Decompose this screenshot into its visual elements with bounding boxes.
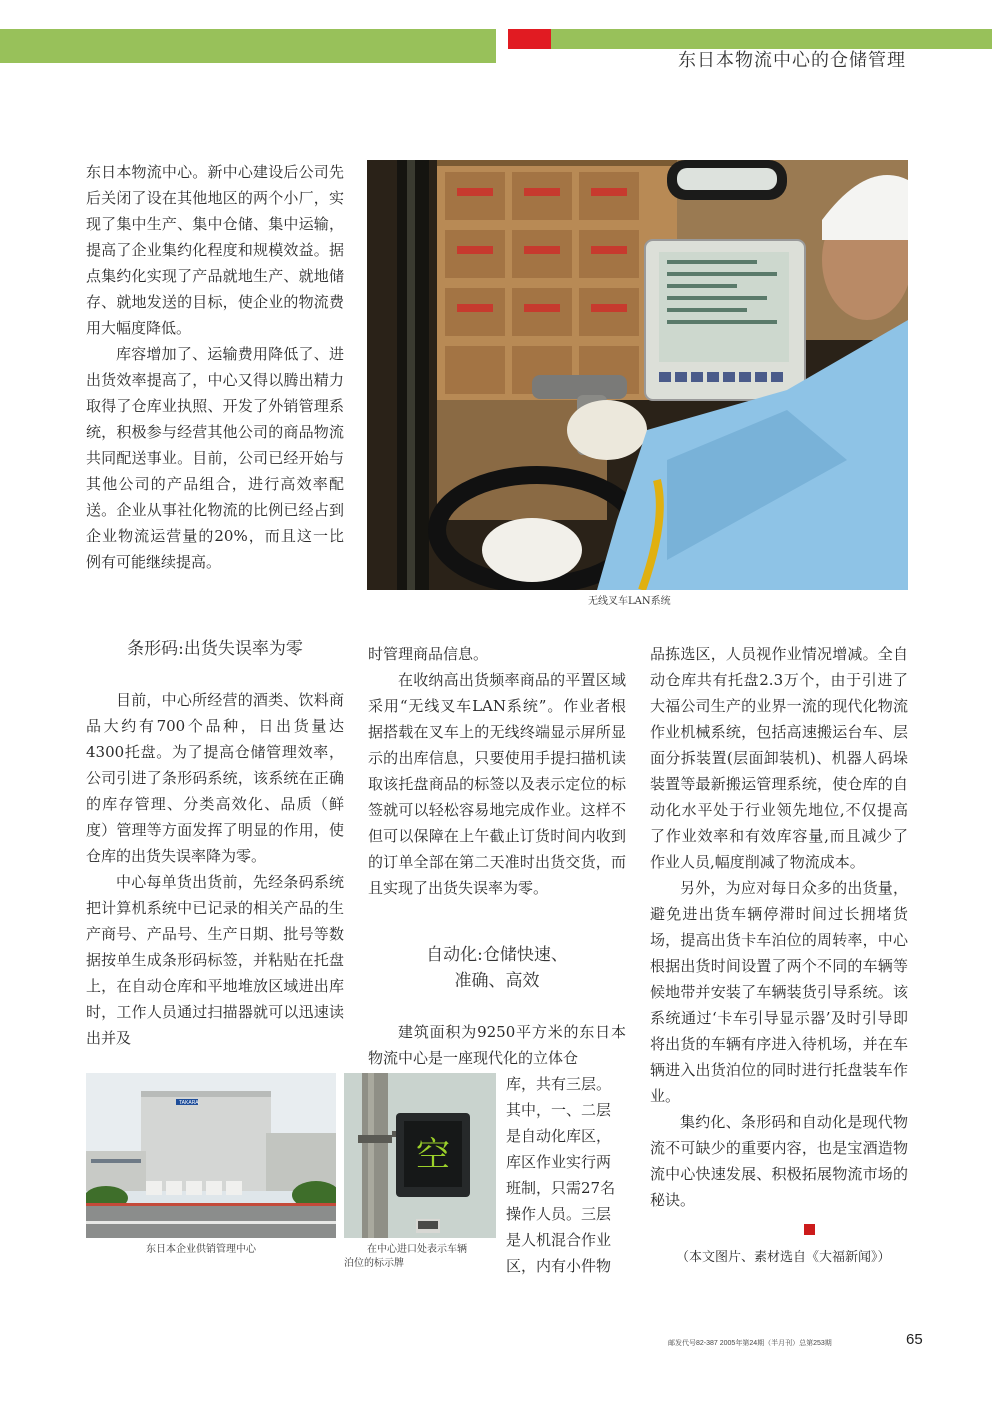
forklift-lan-photo	[367, 160, 908, 590]
sign-caption-line2: 泊位的标示牌	[344, 1258, 404, 1269]
barcode-heading: 条形码:出货失误率为零	[127, 639, 303, 659]
building-caption: 东日本企业供销管理中心	[146, 1244, 256, 1255]
header-band-left	[0, 29, 496, 63]
col1-paragraph: 中心每单货出货前，先经条码系统把计算机系统中已记录的相关产品的生产商号、产品号、生产日期、批号等数据按单生成条形码标签，并粘贴在托盘上，在自动仓库和平地堆放区域进出库时，工作人员通过扫描器就可以迅速读出并及	[86, 873, 344, 1047]
col3-paragraph: 集约化、条形码和自动化是现代物流不可缺少的重要内容，也是宝酒造物流中心快速发展、积极拓展物流市场的秘诀。	[650, 1113, 908, 1209]
section-title: 东日本物流中心的仓储管理	[678, 50, 906, 71]
col1-paragraph: 东日本物流中心。新中心建设后公司先后关闭了设在其他地区的两个小厂，实现了集中生产、集中仓储、集中运输，提高了企业集约化程度和规模效益。据点集约化实现了产品就地生产、就地储存、就地发送的目标，使企业的物流费用大幅度降低。	[86, 163, 344, 337]
narrow-line: 库区作业实行两	[506, 1153, 612, 1171]
col1-paragraph: 库容增加了、运输费用降低了、进出货效率提高了，中心又得以腾出精力取得了仓库业执照、开发了外销管理系统，积极参与经营其他公司的商品物流共同配送事业。目前，公司已经开始与其他公司的产品组合，进行高效率配送。企业从事社化物流的比例已经占到企业物流运营量的20%，而且这一比例有可能继续提高。	[86, 345, 344, 571]
automation-heading-line1: 自动化:仓储快速、	[426, 945, 568, 965]
sign-caption-line1: 在中心进口处表示车辆	[367, 1244, 467, 1255]
narrow-line: 区，内有小件物	[506, 1257, 612, 1275]
column-2-intro	[368, 1019, 626, 1071]
column-1-top	[86, 159, 344, 575]
building-photo	[86, 1073, 336, 1238]
column-3	[650, 641, 908, 1213]
col2-paragraph: 时管理商品信息。	[368, 645, 489, 663]
narrow-line: 班制，只需27名	[506, 1179, 616, 1197]
page-number: 65	[906, 1331, 923, 1348]
narrow-line: 操作人员。三层	[506, 1205, 612, 1223]
col2-intro-paragraph: 建筑面积为9250平方米的东日本物流中心是一座现代化的立体仓	[368, 1023, 626, 1067]
lan-photo-caption: 无线叉车LAN系统	[588, 596, 671, 607]
berth-sign-photo	[344, 1073, 496, 1238]
narrow-line: 是人机混合作业	[506, 1231, 612, 1249]
header-red-block	[508, 29, 551, 49]
source-note	[676, 1245, 916, 1271]
sign-character: 空	[416, 1135, 450, 1175]
col2-paragraph: 在收纳高出货频率商品的平置区域采用“无线叉车LAN系统”。作业者根据搭载在叉车上的无线终端显示屏所显示的出库信息，只要使用手提扫描机读取该托盘商品的标签以及表示定位的标签就可以轻松容易地完成作业。这样不但可以保障在上午截止订货时间内收到的订单全部在第二天准时出货交货，而且实现了出货失误率为零。	[368, 671, 626, 897]
col3-paragraph: 另外，为应对每日众多的出货量，避免进出货车辆停滞时间过长拥堵货场，提高出货卡车泊位的周转率，中心根据出货时间设置了两个不同的车辆等候地带并安装了车辆装货引导系统。该系统通过‘卡车引导显示器’及时引导即将出货的车辆有序进入待机场，并在车辆进入出货泊位的同时进行托盘装车作业。	[650, 879, 908, 1105]
column-2-top	[368, 641, 626, 901]
col3-paragraph: 品拣选区，人员视作业情况增减。全自动仓库共有托盘2.3万个，由于引进了大福公司生产的业界一流的现代化物流作业机械系统，包括高速搬运台车、层面分拆装置(层面卸装机)、机器人码垛装置等最新搬运管理系统，使仓库的自动化水平处于行业领先地位,不仅提高了作业效率和有效库容量,而且减少了作业人员,幅度削减了物流成本。	[650, 645, 908, 871]
end-mark-icon	[804, 1224, 815, 1235]
building-logo-text: TAKARA	[179, 1100, 199, 1106]
column-1-bottom	[86, 687, 344, 1051]
footer-issue-info: 邮发代号82-387 2005年第24期（半月刊）总第253期	[668, 1340, 832, 1347]
column-2-narrow	[506, 1071, 630, 1279]
source-note-text: （本文图片、素材选自《大福新闻》）	[676, 1250, 891, 1265]
narrow-line: 库，共有三层。	[506, 1075, 612, 1093]
narrow-line: 是自动化库区，	[506, 1127, 612, 1145]
narrow-line: 其中，一、二层	[506, 1101, 612, 1119]
automation-heading-line2: 准确、高效	[454, 971, 540, 991]
col1-paragraph: 目前，中心所经营的酒类、饮料商品大约有700个品种，日出货量达4300托盘。为了提高仓储管理效率，公司引进了条形码系统，该系统在正确的库存管理、分类高效化、品质（鲜度）管理等方面发挥了明显的作用，使仓库的出货失误率降为零。	[86, 691, 344, 865]
